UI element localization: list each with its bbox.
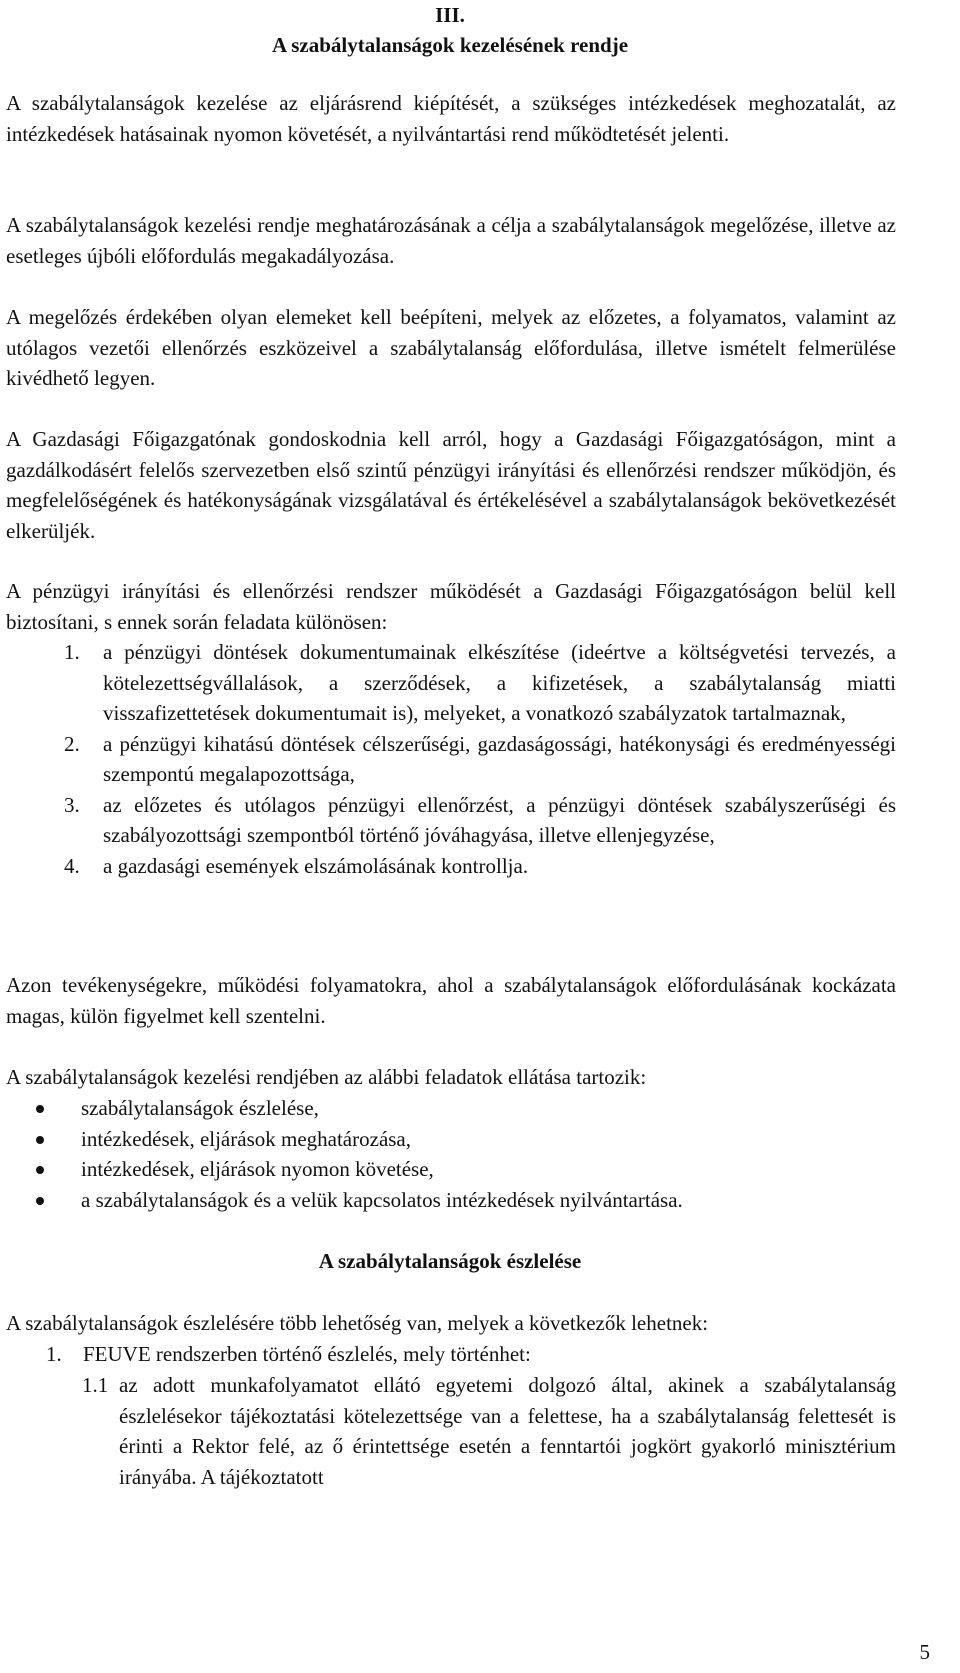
list-number: 1.1	[82, 1373, 109, 1397]
bullet-icon	[36, 1136, 44, 1144]
list-text: a pénzügyi kihatású döntések célszerűségi, gazdaságossági, hatékonysági és eredményességi szempontú megalapozottsága,	[103, 731, 896, 786]
list-item	[6, 729, 896, 790]
list-item	[6, 851, 896, 882]
paragraph-6: Azon tevékenységekre, működési folyamatokra, ahol a szabálytalanságok előfordulásának kockázata magas, külön figyelmet kell szentelni.	[6, 973, 896, 1028]
list-item	[6, 637, 896, 729]
bullet-icon	[36, 1197, 44, 1205]
bullet-item	[6, 1093, 896, 1124]
bullet-icon	[36, 1166, 44, 1174]
bullet-item	[6, 1154, 896, 1185]
list-text: az adott munkafolyamatot ellátó egyetemi dolgozó által, akinek a szabálytalanság észlelésekor tájékoztatási kötelezettsége van a felettese, ha a szabálytalanság felettesét is érinti a Rektor felé, az ő érintettsége esetén a fenntartói jogkört gyakorló minisztérium irányába. A tájékoztatott	[119, 1373, 896, 1489]
list-number: 3.	[64, 792, 80, 817]
paragraph-5: A pénzügyi irányítási és ellenőrzési rendszer működését a Gazdasági Főigazgatóságon belül kell biztosítani, s ennek során feladata különösen:	[6, 579, 896, 634]
list-number: 1.	[64, 640, 80, 664]
chapter-title: A szabálytalanságok kezelésének rendje	[271, 33, 629, 57]
list-text: az előzetes és utólagos pénzügyi ellenőrzést, a pénzügyi döntések szabályszerűségi és szabályozottsági szempontból történő jóváhagyása, illetve ellenjegyzése,	[103, 792, 896, 847]
list-item	[6, 790, 896, 851]
bullet-text: intézkedések, eljárások nyomon követése,	[81, 1157, 434, 1181]
list-text: FEUVE rendszerben történő észlelés, mely történhet:	[83, 1342, 531, 1366]
bullet-text: szabálytalanságok észlelése,	[81, 1096, 319, 1120]
paragraph-1: A szabálytalanságok kezelése az eljárásrend kiépítését, a szükséges intézkedések meghozatalát, az intézkedések hatásainak nyomon követését, a nyilvántartási rend működtetését jelenti.	[6, 91, 896, 146]
detection-item-1-1	[6, 1370, 896, 1492]
chapter-number: III.	[435, 3, 465, 27]
detection-item-1	[6, 1339, 819, 1370]
bullet-item	[6, 1124, 896, 1155]
bullet-text: a szabálytalanságok és a velük kapcsolatos intézkedések nyilvántartása.	[81, 1187, 683, 1212]
paragraph-3: A megelőzés érdekében olyan elemeket kell beépíteni, melyek az előzetes, a folyamatos, valamint az utólagos vezetői ellenőrzés eszközeivel a szabálytalanság előfordulása, illetve ismételt felmerülése kivédhető legyen.	[6, 305, 896, 390]
tasks-list	[6, 1093, 896, 1215]
bullet-item	[6, 1185, 896, 1216]
list-number: 4.	[64, 853, 80, 878]
bullet-text: intézkedések, eljárások meghatározása,	[81, 1126, 412, 1151]
list-number: 1.	[46, 1342, 62, 1366]
paragraph-7: A szabálytalanságok kezelési rendjében az alábbi feladatok ellátása tartozik:	[6, 1065, 647, 1089]
bullet-icon	[36, 1105, 44, 1113]
section-intro: A szabálytalanságok észlelésére több lehetőség van, melyek a következők lehetnek:	[6, 1311, 709, 1335]
page-number: 5	[919, 1640, 930, 1664]
list-text: a pénzügyi döntések dokumentumainak elkészítése (ideértve a költségvetési tervezés, a kötelezettségvállalások, a szerződések, a kifizetések, a szabálytalanság miatti visszafizettetések dokumentumait is), melyeket, a vonatkozó szabályzatok tartalmaznak,	[103, 640, 896, 725]
section-title: A szabálytalanságok észlelése	[318, 1249, 582, 1273]
paragraph-4: A Gazdasági Főigazgatónak gondoskodnia kell arról, hogy a Gazdasági Főigazgatóságon, mint a gazdálkodásért felelős szervezetben első szintű pénzügyi irányítási és ellenőrzési rendszer működjön, és megfelelőségének és hatékonyságának vizsgálatával és értékelésével a szabálytalanságok bekövetkezését elkerüljék.	[6, 427, 896, 543]
duties-list	[6, 637, 896, 881]
list-text: a gazdasági események elszámolásának kontrollja.	[103, 853, 529, 878]
paragraph-2: A szabálytalanságok kezelési rendje meghatározásának a célja a szabálytalanságok megelőzése, illetve az esetleges újbóli előfordulás megakadályozása.	[6, 213, 896, 268]
list-number: 2.	[64, 731, 80, 756]
